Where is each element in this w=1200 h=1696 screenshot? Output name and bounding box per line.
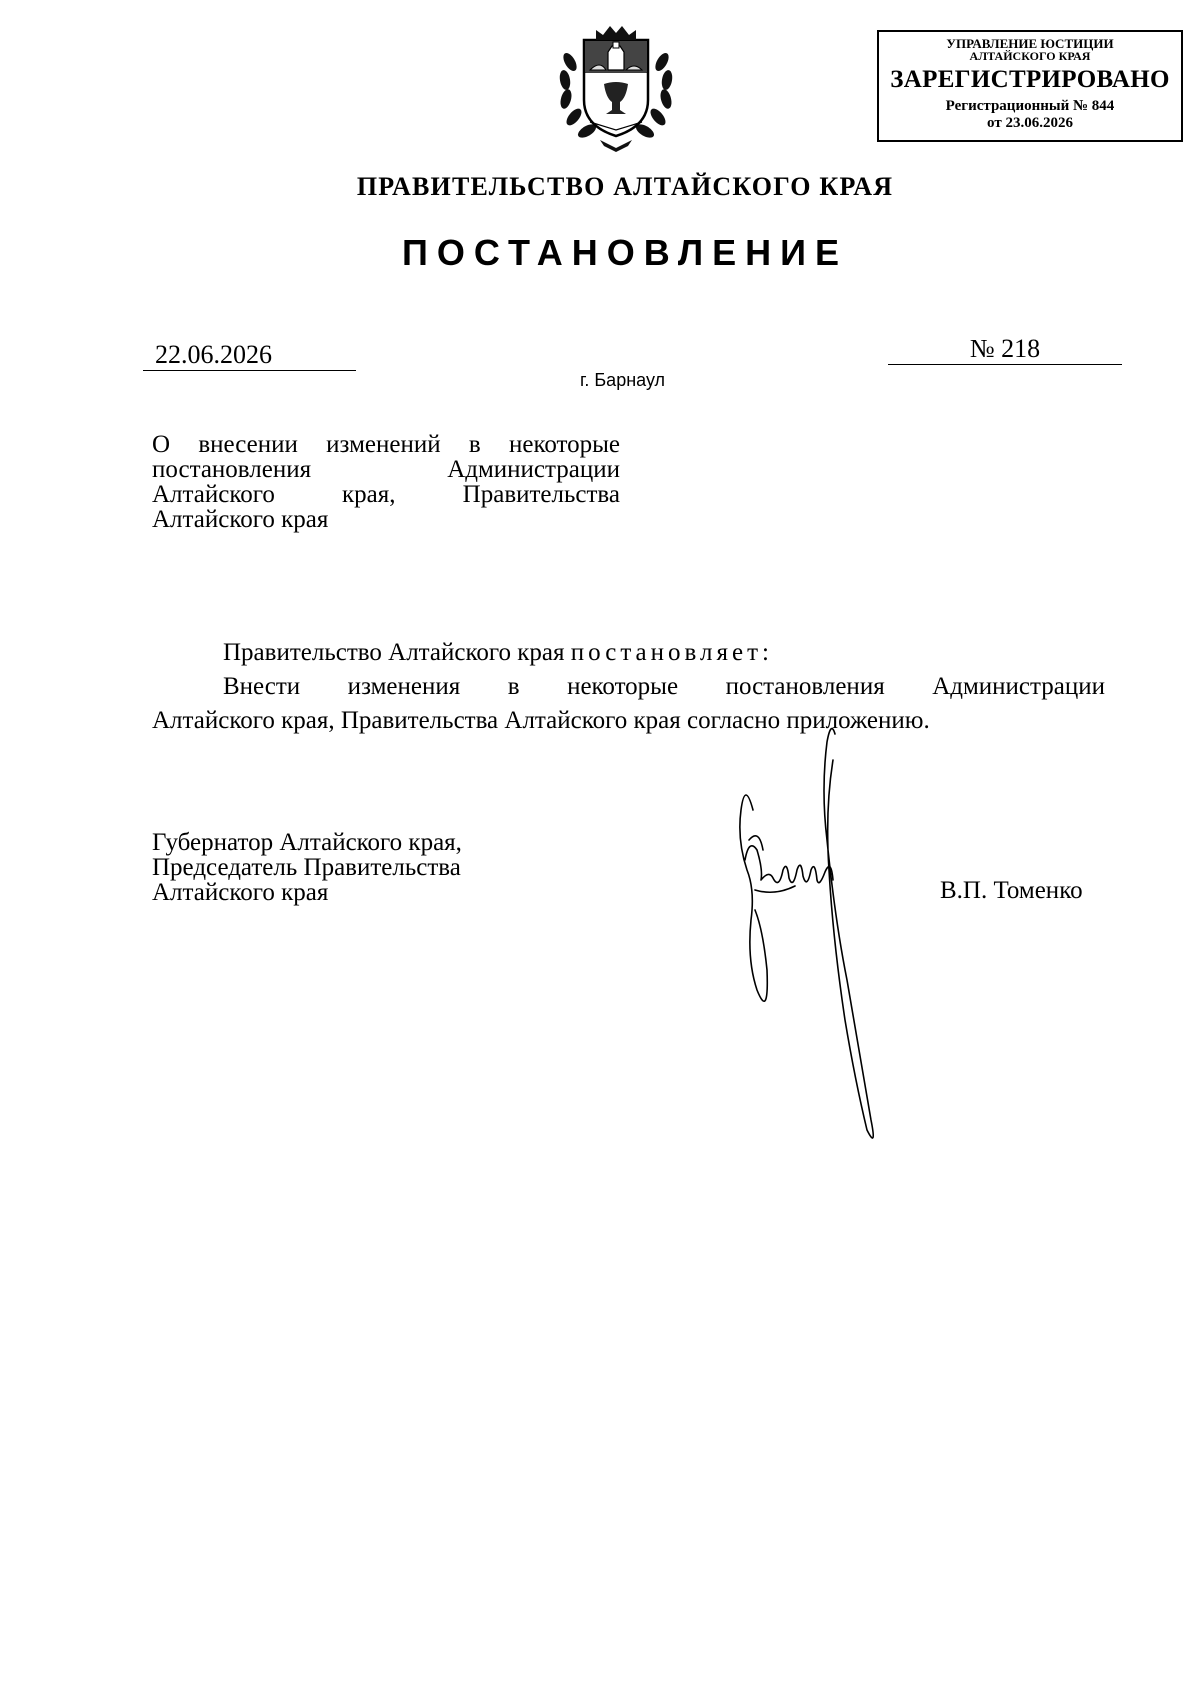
preamble — [223, 636, 773, 670]
subject-line: Алтайского края, Правительства — [152, 481, 620, 508]
position-line: Губернатор Алтайского края, — [152, 829, 462, 856]
stamp-line-1: УПРАВЛЕНИЕ ЮСТИЦИИ — [946, 36, 1114, 51]
coat-of-arms-icon — [556, 22, 676, 152]
stamp-reg-date: от 23.06.2026 — [987, 115, 1073, 131]
signatory-position — [152, 830, 462, 905]
resolution-line-2: Алтайского края, Правительства Алтайского края согласно приложению. — [152, 707, 930, 734]
preamble-verb: постановляет: — [570, 639, 773, 666]
signatory-name: В.П. Томенко — [940, 877, 1083, 904]
subject-line: Алтайского края — [152, 506, 329, 533]
decree-subject — [152, 432, 620, 532]
city-name: г. Барнаул — [580, 370, 666, 390]
document-type-title: ПОСТАНОВЛЕНИЕ — [402, 232, 848, 273]
resolution-line-1: Внести изменения в некоторые постановления Администрации — [223, 673, 1105, 700]
registration-stamp — [877, 30, 1183, 142]
position-line: Председатель Правительства — [152, 854, 461, 881]
subject-line: О внесении изменений в некоторые — [152, 431, 620, 458]
decree-date: 22.06.2026 — [143, 340, 356, 371]
position-line: Алтайского края — [152, 879, 329, 906]
stamp-status: ЗАРЕГИСТРИРОВАНО — [890, 66, 1170, 93]
handwritten-signature-icon — [735, 720, 925, 1150]
stamp-reg-number: Регистрационный № 844 — [945, 98, 1115, 114]
decree-number: № 218 — [888, 334, 1122, 365]
subject-line: постановления Администрации — [152, 456, 620, 483]
preamble-text: Правительство Алтайского края — [223, 639, 571, 666]
government-title: ПРАВИТЕЛЬСТВО АЛТАЙСКОГО КРАЯ — [356, 172, 894, 201]
stamp-line-2: АЛТАЙСКОГО КРАЯ — [969, 49, 1091, 63]
